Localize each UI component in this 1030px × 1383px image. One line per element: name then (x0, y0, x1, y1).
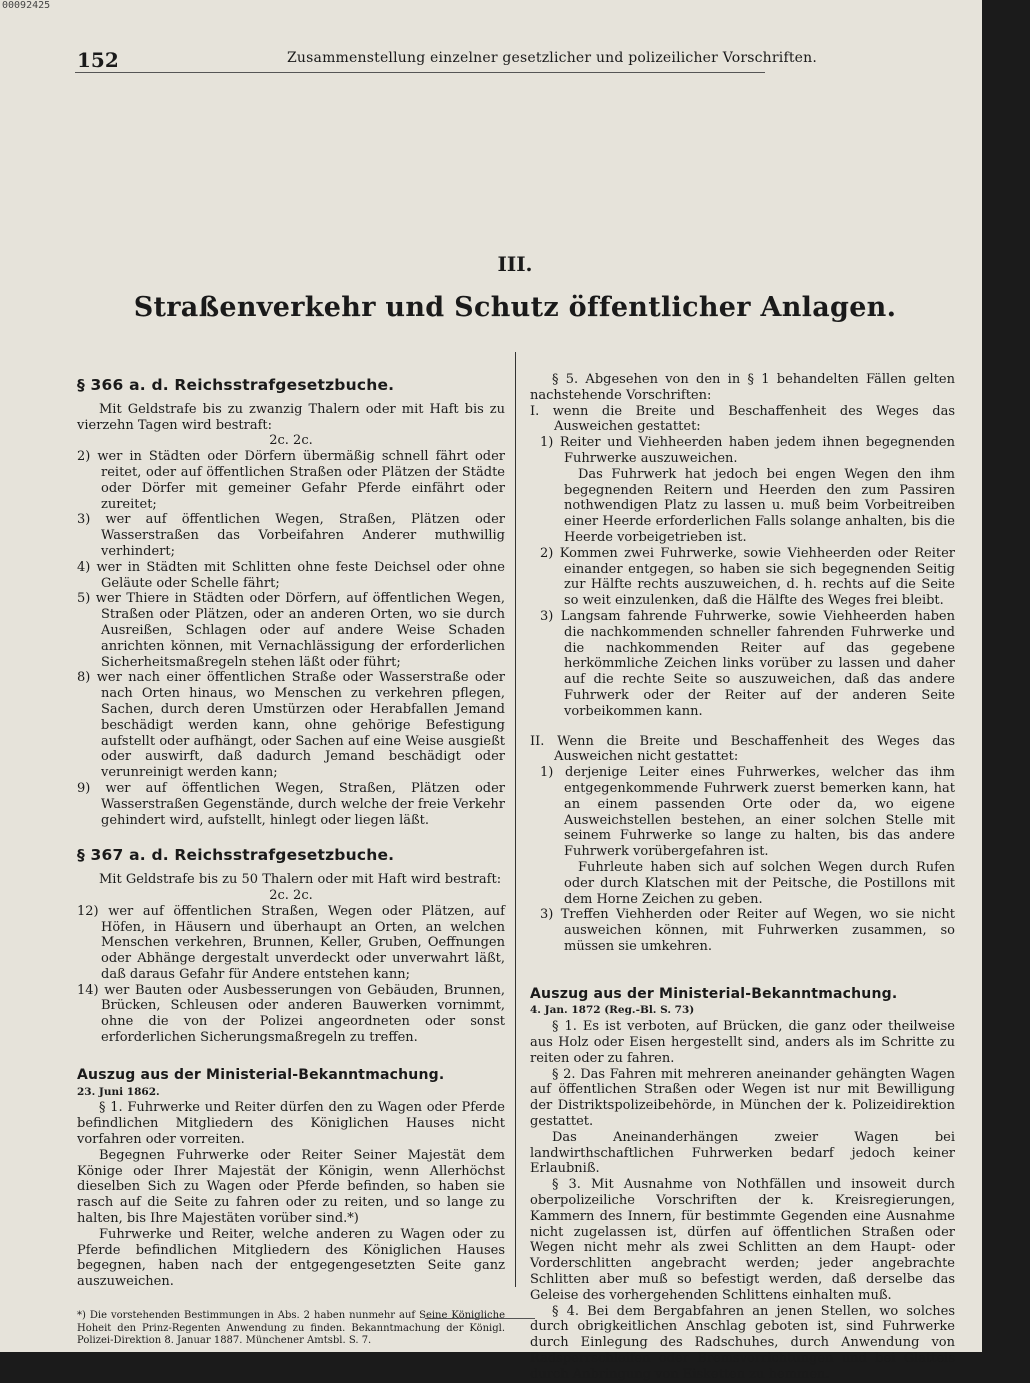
extract-para: Fuhrwerke und Reiter, welche anderen zu Wagen oder zu Pferde befindlichen Mitgliedern des Königlichen Hauses begegnen, haben nach der entgegengesetzten Seite ganz auszuweichen. (77, 1226, 505, 1290)
rule-I-heading: I. wenn die Breite und Beschaffenheit des Weges das Ausweichen gestattet: (530, 403, 955, 435)
s367-item: 12) wer auf öffentlichen Straßen, Wegen oder Plätzen, auf Höfen, in Häusern und überhaupt an Orten, an welchen Menschen verkehren, Brunnen, Keller, Gruben, Oeffnungen oder Abhänge dergestalt unverdeckt oder unverwahrt läßt, daß daraus Gefahr für Andere entstehen kann; (77, 903, 505, 982)
rule-I-item: 3) Langsam fahrende Fuhrwerke, sowie Viehheerden haben die nachkommenden schneller fahrenden Fuhrwerke und die nachkommenden Reiter auf das gegebene herkömmliche Zeichen links vorüber zu lassen und daher auf die rechte Seite so auszuweichen, daß das andere Fuhrwerk oder der Reiter auf der anderen Seite vorbeikommen kann. (540, 608, 955, 719)
s367-etc: 2c. 2c. (269, 887, 313, 903)
scan-id: 00092425 (2, 0, 51, 11)
rule-II-item1-note: Fuhrleute haben sich auf solchen Wegen durch Rufen oder durch Klatschen mit der Peitsche, die Postillons mit dem Horne Zeichen zu geben. (564, 859, 955, 907)
rule-I-item: 2) Kommen zwei Fuhrwerke, sowie Viehheerden oder Reiter einander entgegen, so haben sie sich begegnenden Seitig zur Hälfte rechts auszuweichen, d. h. rechts auf die Seite so weit einzulenken, daß die Hälfte des Weges frei bleibt. (540, 545, 955, 609)
extract-para: § 1. Es ist verboten, auf Brücken, die ganz oder theilweise aus Holz oder Eisen hergestellt sind, anders als im Schritte zu reiten oder zu fahren. (530, 1019, 955, 1066)
column-divider (515, 352, 516, 1287)
running-head: Zusammenstellung einzelner gesetzlicher und polizeilicher Vorschriften. (287, 50, 818, 66)
rule-II-heading: II. Wenn die Breite und Beschaffenheit des Weges das Ausweichen nicht gestattet: (530, 733, 955, 765)
section-number: III. (497, 252, 533, 276)
extract-date-left: 23. Juni 1862. (77, 1085, 160, 1098)
s5-intro: § 5. Abgesehen von den in § 1 behandelten Fällen gelten nachstehende Vorschriften: (530, 372, 955, 403)
extract-heading-left: Auszug aus der Ministerial-Bekanntmachung. (77, 1066, 445, 1083)
rule-II-item: 3) Treffen Viehherden oder Reiter auf Wegen, wo sie nicht ausweichen können, mit Fuhrwerken zusammen, so müssen sie umkehren. (540, 907, 955, 954)
s366-item: 8) wer nach einer öffentlichen Straße oder Wasserstraße oder nach Orten hinaus, wo Menschen zu verkehren pflegen, Sachen, durch deren Umstürzen oder Herabfallen Jemand beschädigt werden kann, ohne gehörige Befestigung aufstellt oder aufhängt, oder Sachen auf eine Weise ausgießt oder auswirft, daß dadurch Jemand beschädigt oder verunreinigt werden kann; (77, 670, 505, 781)
s366-item: 5) wer Thiere in Städten oder Dörfern, auf öffentlichen Wegen, Straßen oder Plätzen, oder an anderen Orten, wo sie durch Ausreißen, Schlagen oder auf andere Weise Schaden anrichten können, mit Vernachlässigung der erforderlichen Sicherheitsmaßregeln stehen läßt oder führt; (77, 591, 505, 670)
bottom-rule (425, 1318, 535, 1319)
s367-heading: § 367 a. d. Reichsstrafgesetzbuche. (77, 846, 395, 865)
rule-I-item: 1) Reiter und Viehheerden haben jedem ihnen begegnenden Fuhrwerke auszuweichen. (540, 435, 955, 466)
extract-para: Das Aneinanderhängen zweier Wagen bei landwirthschaftlichen Fuhrwerken bedarf jedoch keiner Erlaubniß. (530, 1129, 955, 1177)
s366-item: 2) wer in Städten oder Dörfern übermäßig schnell fährt oder reitet, oder auf öffentlichen Straßen oder Plätzen der Städte oder Dörfer mit gemeiner Gefahr Pferde einfährt oder zureitet; (77, 449, 505, 512)
rule-II-item: 1) derjenige Leiter eines Fuhrwerkes, welcher das ihm entgegenkommende Fuhrwerk zuerst bemerken kann, hat an einem passenden Orte oder da, wo eigene Ausweichstellen bestehen, an einer solchen Stelle mit seinem Fuhrwerke so lange zu halten, bis das andere Fuhrwerk vorübergefahren ist. (540, 765, 955, 860)
s366-item: 4) wer in Städten mit Schlitten ohne feste Deichsel oder ohne Geläute oder Schelle fährt; (77, 559, 505, 591)
s366-intro: Mit Geldstrafe bis zu zwanzig Thalern oder mit Haft bis zu vierzehn Tagen wird bestraft: (77, 401, 505, 433)
page-number: 152 (77, 48, 119, 72)
extract-heading-right: Auszug aus der Ministerial-Bekanntmachung. (530, 985, 898, 1002)
s366-etc: 2c. 2c. (269, 433, 313, 449)
s366-heading: § 366 a. d. Reichsstrafgesetzbuche. (77, 376, 395, 394)
right-column (530, 372, 955, 1383)
header-rule (75, 72, 765, 73)
extract-para: § 3. Mit Ausnahme von Nothfällen und insoweit durch oberpolizeiliche Vorschriften der k. Kreisregierungen, Kammern des Innern, für bestimmte Gegenden eine Ausnahme nicht zugelassen ist, dürfen auf öffentlichen Straßen oder Wegen nicht mehr als zwei Schlitten an dem Haupt- oder Vorderschlitten angebracht werden; jeder angebrachte Schlitten aber muß so befestigt werden, daß derselbe das Geleise des vorhergehenden Schlittens einhalten muß. (530, 1177, 955, 1303)
left-column (77, 372, 505, 1348)
extract-para: § 2. Das Fahren mit mehreren aneinander gehängten Wagen auf öffentlichen Straßen oder Wegen ist nur mit Bewilligung der Distriktspolizeibehörde, in München der k. Polizeidirektion gestattet. (530, 1066, 955, 1130)
s366-item: 3) wer auf öffentlichen Wegen, Straßen, Plätzen oder Wasserstraßen das Vorbeifahren Anderer muthwillig verhindert; (77, 512, 505, 559)
extract-para: § 4. Bei dem Bergabfahren an jenen Stellen, wo solches durch obrigkeitlichen Anschlag geboten ist, sind Fuhrwerke durch Einlegung des Radschuhes, durch Anwendung von Radsperrschleifen oder Bremsvorrichtungen und bei Glatteis durch Anbringung von Eisketten zu hemmen. (530, 1303, 955, 1382)
extract-para: § 1. Fuhrwerke und Reiter dürfen den zu Wagen oder Pferde befindlichen Mitgliedern des Königlichen Hauses nicht vorfahren oder vorreiten. (77, 1100, 505, 1148)
s367-item: 14) wer Bauten oder Ausbesserungen von Gebäuden, Brunnen, Brücken, Schleusen oder anderen Bauwerken vornimmt, ohne die von der Polizei angeordneten oder sonst erforderlichen Sicherungsmaßregeln zu treffen. (77, 982, 505, 1046)
s367-intro: Mit Geldstrafe bis zu 50 Thalern oder mit Haft wird bestraft: (99, 872, 502, 888)
rule-I-item1-note: Das Fuhrwerk hat jedoch bei engen Wegen den ihm begegnenden Reitern und Heerden den zum Passiren nothwendigen Platz zu lassen u. muß beim Vorbeitreiben einer Heerde erforderlichen Falls solange anhalten, bis die Heerde vorbeigetrieben ist. (564, 466, 955, 545)
section-title: Straßenverkehr und Schutz öffentlicher Anlagen. (133, 292, 897, 323)
extract-date-right: 4. Jan. 1872 (Reg.-Bl. S. 73) (530, 1004, 695, 1017)
extract-para: Begegnen Fuhrwerke oder Reiter Seiner Majestät dem Könige oder Ihrer Majestät der Königin, wenn Allerhöchst dieselben Sich zu Wagen oder Pferde befinden, so haben sie rasch auf die Seite zu fahren oder zu reiten, und so lange zu halten, bis Ihre Majestäten vorüber sind.*) (77, 1147, 505, 1227)
footnote: *) Die vorstehenden Bestimmungen in Abs. 2 haben nunmehr auf Seine Königliche Hoheit den Prinz-Regenten Anwendung zu finden. Bekanntmachung der Königl. Polizei-Direktion 8. Januar 1887. Münchener Amtsbl. S. 7. (77, 1310, 505, 1347)
s366-item: 9) wer auf öffentlichen Wegen, Straßen, Plätzen oder Wasserstraßen Gegenstände, durch welche der freie Verkehr gehindert wird, aufstellt, hinlegt oder liegen läßt. (77, 780, 505, 828)
